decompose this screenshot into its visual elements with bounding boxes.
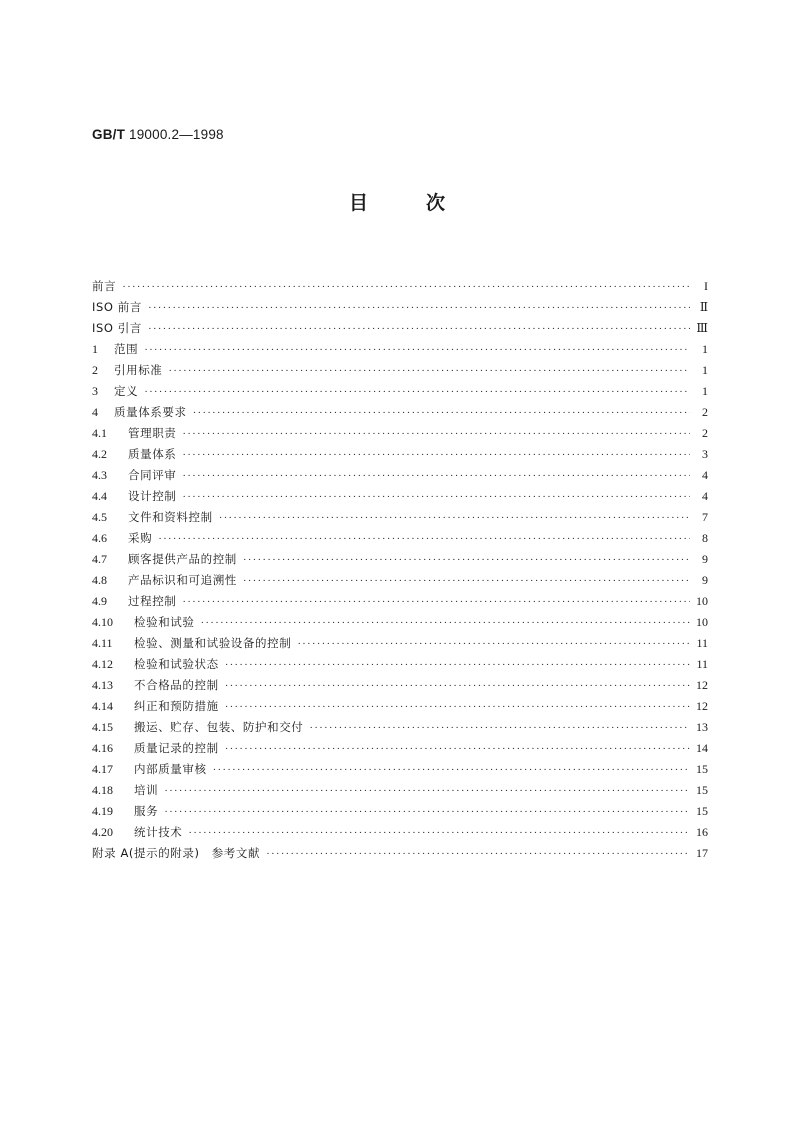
table-of-contents — [92, 276, 708, 864]
toc-entry-title: 内部质量审核 — [134, 762, 207, 776]
toc-entry-page: 1 — [702, 384, 708, 398]
toc-entry[interactable] — [92, 465, 708, 486]
toc-entry-number: 4.1 — [92, 426, 107, 440]
toc-entry-number: 4.3 — [92, 468, 107, 482]
toc-entry-page: 15 — [696, 762, 708, 776]
page-title-char-2: 次 — [426, 192, 446, 214]
toc-entry-page: 9 — [702, 552, 708, 566]
toc-entry-page: 9 — [702, 573, 708, 587]
toc-entry-number: 4.16 — [92, 741, 113, 755]
toc-dot-leader — [148, 298, 690, 319]
standard-code-prefix: GB/T — [92, 127, 126, 142]
toc-dot-leader — [219, 508, 690, 529]
standard-code — [92, 127, 224, 142]
toc-entry-page: 11 — [696, 657, 708, 671]
toc-entry[interactable] — [92, 696, 708, 717]
toc-entry-number: 4.18 — [92, 783, 113, 797]
toc-entry-page: 16 — [696, 825, 708, 839]
toc-dot-leader — [201, 613, 691, 634]
toc-entry-title: 检验和试验 — [134, 615, 195, 629]
toc-entry[interactable] — [92, 633, 708, 654]
toc-dot-leader — [144, 382, 690, 403]
toc-entry-page: 3 — [702, 447, 708, 461]
toc-dot-leader — [297, 634, 690, 655]
toc-dot-leader — [182, 592, 690, 613]
toc-entry-number: 4.13 — [92, 678, 113, 692]
toc-entry-title: 引用标准 — [114, 363, 163, 377]
toc-entry-title: 检验、测量和试验设备的控制 — [134, 636, 292, 650]
toc-dot-leader — [243, 550, 690, 571]
toc-entry[interactable] — [92, 402, 708, 423]
toc-entry[interactable] — [92, 507, 708, 528]
toc-entry-number: 2 — [92, 363, 98, 377]
toc-entry-page: I — [704, 279, 708, 293]
toc-entry-page: 17 — [696, 846, 708, 860]
toc-entry[interactable] — [92, 444, 708, 465]
toc-entry-title: 附录 A(提示的附录) 参考文献 — [92, 846, 261, 860]
toc-entry-title: 范围 — [114, 342, 139, 356]
toc-entry-number: 4.20 — [92, 825, 113, 839]
toc-entry[interactable] — [92, 423, 708, 444]
toc-entry-number: 4 — [92, 405, 98, 419]
toc-entry[interactable] — [92, 717, 708, 738]
toc-entry[interactable] — [92, 486, 708, 507]
toc-entry[interactable] — [92, 360, 708, 381]
toc-dot-leader — [182, 424, 690, 445]
toc-dot-leader — [225, 676, 690, 697]
toc-entry-title: 采购 — [128, 531, 153, 545]
toc-dot-leader — [122, 277, 690, 298]
toc-entry-number: 4.8 — [92, 573, 107, 587]
toc-entry[interactable] — [92, 276, 708, 297]
toc-entry-title: 定义 — [114, 384, 139, 398]
toc-entry-number: 4.12 — [92, 657, 113, 671]
toc-entry[interactable] — [92, 822, 708, 843]
toc-entry[interactable] — [92, 759, 708, 780]
toc-entry-page: 15 — [696, 804, 708, 818]
toc-entry[interactable] — [92, 591, 708, 612]
toc-entry-page: Ⅱ — [699, 300, 708, 314]
toc-entry[interactable] — [92, 612, 708, 633]
toc-entry-page: 15 — [696, 783, 708, 797]
toc-dot-leader — [266, 844, 690, 865]
toc-entry-title: 服务 — [134, 804, 159, 818]
toc-entry-title: 培训 — [134, 783, 159, 797]
toc-entry-number: 4.7 — [92, 552, 107, 566]
toc-entry[interactable] — [92, 381, 708, 402]
toc-dot-leader — [164, 802, 690, 823]
toc-entry-title: 合同评审 — [128, 468, 177, 482]
toc-entry[interactable] — [92, 339, 708, 360]
toc-dot-leader — [225, 739, 690, 760]
toc-dot-leader — [158, 529, 690, 550]
toc-entry-title: 搬运、贮存、包装、防护和交付 — [134, 720, 304, 734]
toc-entry-title: 质量记录的控制 — [134, 741, 219, 755]
toc-entry-page: 11 — [696, 636, 708, 650]
toc-entry[interactable] — [92, 549, 708, 570]
toc-dot-leader — [144, 340, 690, 361]
toc-entry-page: 2 — [702, 426, 708, 440]
toc-entry[interactable] — [92, 297, 708, 318]
toc-entry-title: 不合格品的控制 — [134, 678, 219, 692]
toc-entry-title: 过程控制 — [128, 594, 177, 608]
toc-entry-title: 文件和资料控制 — [128, 510, 213, 524]
toc-entry-title: 管理职责 — [128, 426, 177, 440]
toc-entry-number: 4.14 — [92, 699, 113, 713]
toc-dot-leader — [213, 760, 690, 781]
toc-entry[interactable] — [92, 654, 708, 675]
toc-dot-leader — [225, 697, 690, 718]
toc-entry-title: 统计技术 — [134, 825, 183, 839]
toc-entry-page: 2 — [702, 405, 708, 419]
toc-entry-number: 4.4 — [92, 489, 107, 503]
toc-entry-page: 12 — [696, 678, 708, 692]
toc-entry-page: 10 — [696, 615, 708, 629]
toc-entry-page: 4 — [702, 489, 708, 503]
standard-code-number: 19000.2—1998 — [129, 127, 224, 142]
toc-dot-leader — [182, 487, 690, 508]
toc-entry-number: 3 — [92, 384, 98, 398]
toc-dot-leader — [164, 781, 690, 802]
toc-entry-title: 纠正和预防措施 — [134, 699, 219, 713]
toc-entry-title: 前言 — [92, 279, 117, 293]
toc-dot-leader — [243, 571, 690, 592]
toc-dot-leader — [168, 361, 690, 382]
toc-entry-number: 4.19 — [92, 804, 113, 818]
toc-entry-title: 产品标识和可追溯性 — [128, 573, 237, 587]
toc-dot-leader — [193, 403, 690, 424]
toc-entry[interactable] — [92, 801, 708, 822]
toc-entry-page: 13 — [696, 720, 708, 734]
toc-entry-number: 4.15 — [92, 720, 113, 734]
page-title-char-1: 目 — [348, 192, 368, 214]
toc-entry[interactable] — [92, 318, 708, 339]
toc-entry[interactable] — [92, 528, 708, 549]
toc-entry-page: 1 — [702, 363, 708, 377]
toc-entry[interactable] — [92, 738, 708, 759]
toc-entry-number: 4.6 — [92, 531, 107, 545]
toc-entry-page: Ⅲ — [696, 321, 708, 335]
toc-dot-leader — [225, 655, 690, 676]
toc-entry-title: ISO 前言 — [92, 300, 142, 314]
toc-dot-leader — [148, 319, 690, 340]
toc-dot-leader — [182, 445, 690, 466]
toc-entry-title: 质量体系要求 — [114, 405, 187, 419]
toc-entry-page: 12 — [696, 699, 708, 713]
toc-entry[interactable] — [92, 570, 708, 591]
toc-entry-title: ISO 引言 — [92, 321, 142, 335]
toc-entry-title: 质量体系 — [128, 447, 177, 461]
toc-entry-page: 1 — [702, 342, 708, 356]
toc-entry-number: 4.10 — [92, 615, 113, 629]
toc-dot-leader — [309, 718, 690, 739]
toc-entry-number: 4.9 — [92, 594, 107, 608]
toc-entry-page: 7 — [702, 510, 708, 524]
toc-entry-title: 设计控制 — [128, 489, 177, 503]
toc-entry-number: 4.2 — [92, 447, 107, 461]
toc-entry-page: 4 — [702, 468, 708, 482]
page-title — [0, 188, 794, 215]
toc-entry-page: 14 — [696, 741, 708, 755]
toc-entry-number: 1 — [92, 342, 98, 356]
toc-dot-leader — [188, 823, 690, 844]
toc-entry[interactable] — [92, 843, 708, 864]
toc-entry-number: 4.11 — [92, 636, 113, 650]
toc-entry[interactable] — [92, 780, 708, 801]
toc-entry[interactable] — [92, 675, 708, 696]
toc-dot-leader — [182, 466, 690, 487]
toc-entry-title: 顾客提供产品的控制 — [128, 552, 237, 566]
toc-entry-title: 检验和试验状态 — [134, 657, 219, 671]
toc-entry-page: 10 — [696, 594, 708, 608]
toc-entry-number: 4.5 — [92, 510, 107, 524]
toc-entry-page: 8 — [702, 531, 708, 545]
toc-entry-number: 4.17 — [92, 762, 113, 776]
